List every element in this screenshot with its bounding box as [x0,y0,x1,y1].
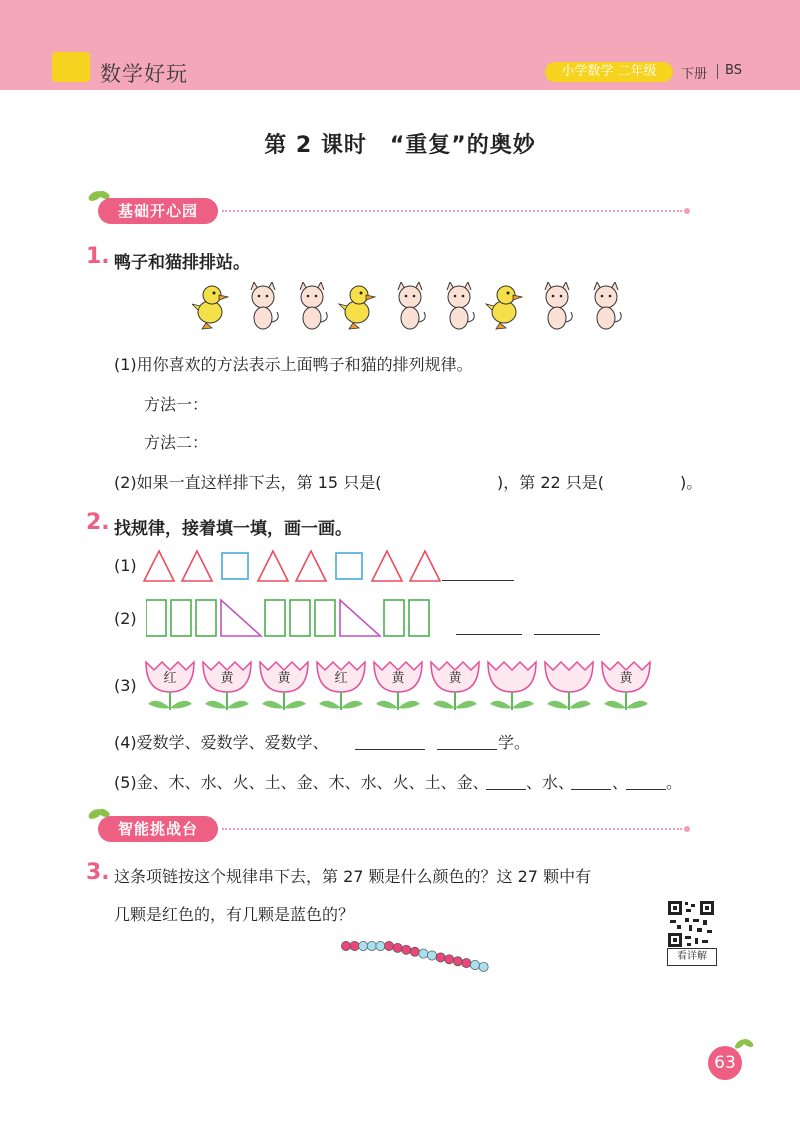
qr-code-icon[interactable] [667,900,715,948]
duck-icon [339,286,375,329]
rectangle-shape [196,600,216,636]
red-bead [445,955,454,964]
shape-sequence-2 [146,598,456,638]
answer-blank[interactable] [626,789,666,790]
triangle-shape [410,551,440,581]
section-dot [684,208,690,214]
rectangle-shape [290,600,310,636]
answer-blank[interactable] [355,749,425,750]
q3-line2: 几颗是红色的，有几颗是蓝色的？ [114,905,355,924]
blue-bead [470,960,479,969]
section-dotted-line [222,210,682,212]
tulip-flower [260,662,308,710]
tulip-flower [317,662,365,710]
question-number: 3. [86,860,110,885]
grade-badge: 小学数学 二年级 [545,62,673,82]
section-badge-basic: 基础开心园 [98,198,218,224]
edition-label: BS [725,63,742,78]
red-bead [453,957,462,966]
rectangle-shape [171,600,191,636]
header-accent-block [52,52,90,82]
cat-icon [545,282,572,329]
triangle-shape [372,551,402,581]
page-number: 63 [708,1046,742,1080]
header-title: 数学好玩 [100,62,188,86]
blue-bead [359,941,368,950]
rectangle-shape [146,600,166,636]
right-triangle-shape [221,600,261,636]
answer-blank[interactable] [442,580,514,581]
q3-line1: 这条项链按这个规律串下去，第 27 颗是什么颜色的？这 27 颗中有 [114,867,592,886]
question-text: 找规律，接着填一填，画一画。 [114,519,352,539]
q2-part4-b: 学。 [498,733,531,752]
flower-label: 红 [163,671,177,686]
question-text: 鸭子和猫排排站。 [114,253,250,273]
tulip-flower [431,662,479,710]
cat-icon [300,282,327,329]
tulip-flower [545,662,593,710]
square-shape [222,553,248,579]
red-bead [436,953,445,962]
rectangle-shape [384,600,404,636]
triangle-shape [296,551,326,581]
shape-sequence-1 [142,548,442,584]
q1-method2: 方法二： [144,433,209,452]
q2-part3-label: (3) [114,676,137,695]
red-bead [393,943,402,952]
q1-part2-a: (2)如果一直这样排下去，第 15 只是( [114,473,382,492]
cat-icon [594,282,621,329]
red-bead [384,941,393,950]
rectangle-shape [315,600,335,636]
animal-row [192,282,632,332]
answer-blank[interactable] [571,789,611,790]
flower-label: 黄 [220,671,234,686]
question-number: 2. [86,510,110,535]
q1-part2-b: )，第 22 只是( [497,473,605,492]
tulip-flower [146,662,194,710]
q1-part1: (1)用你喜欢的方法表示上面鸭子和猫的排列规律。 [114,355,473,374]
right-triangle-shape [340,600,380,636]
square-shape [336,553,362,579]
cat-icon [251,282,278,329]
blue-bead [367,941,376,950]
answer-blank[interactable] [437,749,497,750]
flower-label: 红 [334,671,348,686]
answer-blank[interactable] [486,789,526,790]
blue-bead [427,951,436,960]
triangle-shape [144,551,174,581]
tulip-flower [602,662,650,710]
flower-sequence [142,654,662,712]
blue-bead [479,962,488,971]
cat-icon [447,282,474,329]
q2-part5-b: 、水、 [526,773,575,792]
flower-label: 黄 [391,671,405,686]
qr-label: 看详解 [667,948,717,966]
q2-part5-d: 。 [666,773,683,792]
q2-part1-label: (1) [114,556,137,575]
red-bead [410,947,419,956]
red-bead [462,959,471,968]
flower-label: 黄 [277,671,291,686]
section-dotted-line [222,828,682,830]
q1-part2-c: )。 [680,473,703,492]
answer-blank[interactable] [534,634,600,635]
blue-bead [419,949,428,958]
red-bead [341,941,350,950]
q2-part5-c: 、 [612,773,629,792]
duck-icon [486,286,522,329]
q1-method1: 方法一： [144,395,209,414]
header-divider [717,64,718,79]
answer-blank[interactable] [456,634,522,635]
lesson-title: 第 2 课时 “重复”的奥妙 [264,133,536,158]
triangle-shape [258,551,288,581]
tulip-flower [203,662,251,710]
triangle-shape [182,551,212,581]
rectangle-shape [409,600,429,636]
volume-label: 下册 [681,67,708,82]
duck-icon [192,286,228,329]
red-bead [402,945,411,954]
q2-part5-a: (5)金、木、水、火、土、金、木、水、火、土、金、 [114,773,489,792]
q2-part4-a: (4)爱数学、爱数学、爱数学、 [114,733,329,752]
section-badge-challenge: 智能挑战台 [98,816,218,842]
red-bead [350,941,359,950]
flower-label: 黄 [619,671,633,686]
bead-necklace [338,936,498,976]
q2-part2-label: (2) [114,609,137,628]
tulip-flower [374,662,422,710]
question-number: 1. [86,244,110,269]
flower-label: 黄 [448,671,462,686]
blue-bead [376,941,385,950]
section-dot [684,826,690,832]
rectangle-shape [265,600,285,636]
tulip-flower [488,662,536,710]
cat-icon [398,282,425,329]
